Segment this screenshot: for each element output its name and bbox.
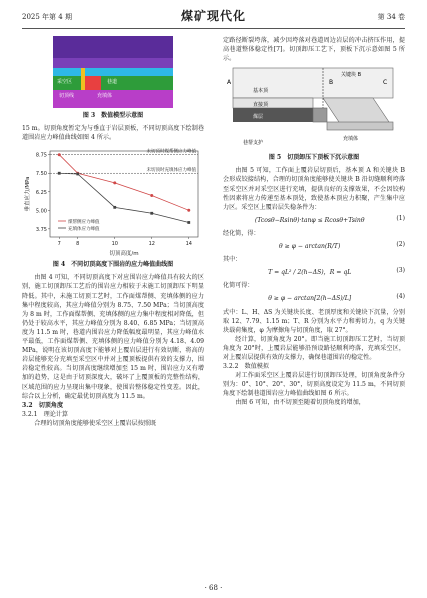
- fill-label: 充填体: [97, 93, 113, 99]
- fig5-coal: 煤层: [253, 114, 264, 121]
- paragraph: 对工作面采空区上覆岩层进行切顶卸压处理，切顶角度条件分别为：0°、10°、20°、30°，切顶高度设定为 11.5 m，不同切顶角度下绘制巷道围岩应力峰值曲线如图 6 所示。: [223, 372, 405, 398]
- section-3-2-2-heading: 3.2.2 数值模拟: [223, 363, 269, 371]
- figure-4-caption: 图 4 不同切顶高度下围岩的应力峰值曲线图: [52, 261, 174, 269]
- x-tick-label: 10: [111, 241, 118, 248]
- right-column: [223, 36, 405, 408]
- fig5-support: 巷帮支护: [243, 140, 264, 147]
- x-tick-label: 7: [57, 241, 61, 248]
- fig5-label-a: A: [227, 79, 232, 87]
- paragraph: 15 m。切顶角度暂定为与垂直于岩层顶板，不同切顶高度下绘制巷道围岩应力峰值曲线如图 4 所示。: [22, 125, 204, 142]
- data-point: [150, 194, 153, 197]
- text-line: 经化简，得：: [223, 229, 260, 237]
- paragraph: 经计算，切顶角度为 20°。即当施工切顶卸压工艺时，当切顶角度为 20°时，上覆岩层能够沿预设路径顺利垮落，充填采空区，对上覆岩层提供有效的支撑力，确保巷道围岩的稳定性。: [223, 335, 405, 361]
- paragraph: 由图 4 可知，不同切顶高度下对应围岩应力峰值具有较大的区别，施工切顶卸压工艺后的围岩应力相较于未施工切顶卸压下明显降低。其中，未施工切顶工艺时，工作面煤帮侧、充填体侧的应力集中程度较高，其应力峰值分别为 8.75、7.50 MPa；当切顶高度为 8 m 时，工作面煤帮侧、充填体侧的应力集中程度相对降低，但仍处于较高水平，其应力峰值分别为 8.40、6.85 MPa；当切顶高度为 11.5 m 时，巷道内围岩应力降低幅度最明显，其应力峰值水平最低，工作面煤帮侧、充填体侧的应力峰值分别为 4.18、4.09 MPa，说明在该切顶高度下能够对上覆岩层进行有效切断，将高的岩层能够充分充填至采空区中并对上覆顶板提供有效的支撑力，围岩稳定性较高。当切顶高度继续增加至 15 m 时，围岩应力又有增加的趋势，这是由于切顶深度大，破坏了上覆顶板的完整性结构，区域范围的应力呈现出集中现象，使围岩整体稳定性变差。因此，综合以上分析，确定最优切顶高度为 11.5 m。: [22, 274, 204, 400]
- y-tick-label: 6.25: [35, 190, 47, 197]
- figure-5-caption: 图 5 切顶卸压下顶板下沉示意图: [268, 154, 360, 162]
- equation-3: T = qL² / 2(h−ΔS)，R = qL: [268, 269, 352, 277]
- equation-1-number: (1): [396, 214, 405, 222]
- data-point: [113, 182, 116, 185]
- left-column: [22, 36, 204, 428]
- figure-3-caption: 图 3 数值模型示意图: [82, 112, 144, 119]
- roadway-label: 巷道: [107, 79, 118, 85]
- series-line: [59, 174, 189, 226]
- data-point: [113, 206, 116, 209]
- data-point: [187, 221, 190, 224]
- paragraph: 由图 5 可知，工作面上覆岩层切顶后，基本顶 A 和关键块 B 会形成铰接结构，合理的切顶角度能够使关键块 B 沿切缝顺利垮落至采空区并对采空区进行充填，提供良好的支撑效果，不会因铰构性因素将应力传递至基本顶处，致使基本顶应力积聚，产生集中应力区。采空区上覆岩层失稳条件为：: [223, 167, 405, 211]
- data-point: [187, 209, 190, 212]
- series-line: [59, 155, 189, 211]
- page-number: · 68 ·: [204, 584, 223, 592]
- x-tick-label: 14: [185, 241, 192, 248]
- paragraph: 合理的切顶角度能够使采空区上覆岩层按照既: [34, 419, 157, 427]
- equation-4: θ ≥ φ − arctan[2(h−ΔS)/L]: [268, 295, 352, 303]
- data-point: [58, 172, 61, 175]
- fig5-key-block: 关键块 B: [341, 72, 362, 79]
- roof-cut-label: 切顶线: [59, 93, 75, 99]
- fig5-fill: 充填体: [343, 136, 359, 143]
- equation-2: θ ≥ φ − arctan(R/T): [279, 243, 341, 251]
- x-axis-label: 切顶高度/m: [109, 251, 139, 258]
- text-line: 其中：: [223, 256, 242, 264]
- issue-label: 2025 年第 4 期: [22, 13, 72, 21]
- page-header: [22, 6, 405, 29]
- data-point: [76, 173, 79, 176]
- section-3-2-heading: 3.2 切顶角度: [22, 401, 64, 409]
- annotation: 未切顶时充填体应力峰值: [146, 168, 196, 174]
- x-tick-label: 12: [148, 241, 155, 248]
- figure-3-model: [53, 36, 173, 108]
- y-tick-label: 7.50: [35, 171, 47, 178]
- figure-4-chart: [22, 145, 204, 257]
- annotation: 未切顶时煤帮侧应力峰值: [146, 149, 196, 155]
- y-tick-label: 5.00: [35, 208, 47, 215]
- legend-label: 充填体应力峰值: [68, 227, 100, 233]
- y-axis-label: 垂直应力/MPa: [25, 176, 31, 212]
- journal-title: 煤矿现代化: [180, 9, 246, 23]
- y-tick-label: 8.75: [35, 152, 47, 159]
- fig5-label-c: C: [383, 79, 388, 87]
- equation-1: (Tcosθ−Rsinθ)·tanφ ≤ Rcosθ+Tsinθ: [254, 216, 365, 224]
- fig5-direct-roof: 直接顶: [253, 102, 269, 109]
- legend-label: 煤帮侧应力峰值: [68, 220, 100, 226]
- paragraph: 由图 6 可知，由不切顶至随着切顶角度的增加，: [235, 399, 365, 407]
- paragraph: 定路径断裂垮落，减少因垮落对巷道周边岩层的冲击挤压作用，提高巷道整体稳定性[7]。切顶卸压工艺下，顶板下沉示意如图 5 所示。: [223, 37, 405, 63]
- equation-3-number: (3): [396, 267, 405, 275]
- section-3-2-1-heading: 3.2.1 理论计算: [22, 410, 68, 418]
- volume-label: 第 34 卷: [377, 13, 405, 21]
- fig5-base-roof: 基本顶: [253, 88, 269, 95]
- paragraph: 式中：L、H、ΔS 为关键块长度、老顶厚度和关键块下沉量，分别取 12、7.79、1.15 m；T、R 分别为水平力和剪切力，q 为关键块载荷集度，φ 为摩擦角与切顶角度，取 27°。: [223, 308, 405, 334]
- x-tick-label: 8: [76, 241, 80, 248]
- equation-2-number: (2): [396, 241, 405, 249]
- text-line: 化简可得：: [223, 282, 254, 290]
- fig5-label-b: B: [329, 79, 334, 87]
- figure-5-diagram: [223, 66, 405, 150]
- goaf-label: 采空区: [57, 79, 73, 85]
- data-point: [58, 153, 61, 156]
- equation-4-number: (4): [396, 293, 405, 301]
- y-tick-label: 3.75: [35, 227, 47, 234]
- data-point: [150, 212, 153, 215]
